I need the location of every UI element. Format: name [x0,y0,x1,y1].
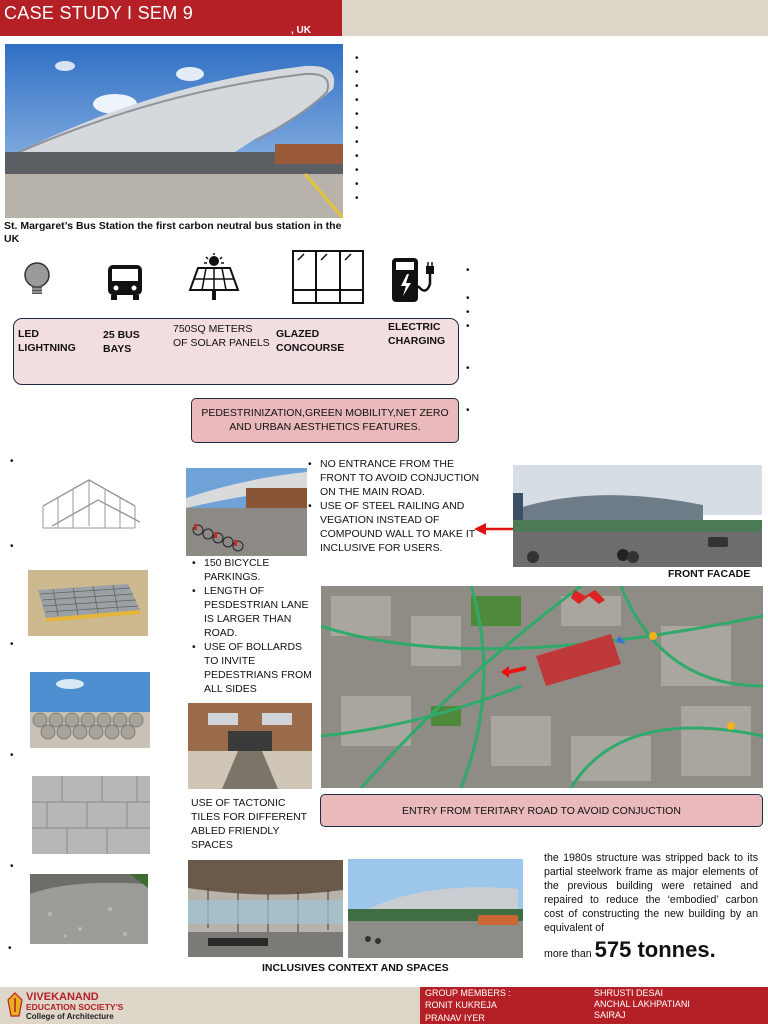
member-name: SAIRAJ [594,1010,626,1020]
glazed-window-icon [292,250,364,304]
exterior-render-photo [348,859,523,958]
logo-college: College of Architecture [26,1012,114,1021]
inclusive-caption: INCLUSIVES CONTEXT AND SPACES [262,962,449,974]
ev-charger-icon [390,256,440,304]
side-bullet: • [466,265,470,276]
feature-charging-line1: ELECTRIC [388,321,441,333]
side-bullet: • [466,363,470,374]
tactile-note: USE OF TACTONIC TILES FOR DIFFERENT ABLED FRIENDLY SPACES [191,797,307,851]
side-bullet: • [466,293,470,304]
bicycle-note-item: • LENGTH OF PESDESTRIAN LANE IS LARGER THAN ROAD. [192,584,314,640]
front-facade-photo [513,465,762,567]
concourse-interior-photo [188,860,343,957]
entry-banner: ENTRY FROM TERITARY ROAD TO AVOID CONJUCTION [320,794,763,827]
hero-side-bullets: • • • • • • • • • • • [355,53,359,204]
feature-led-line2: LIGHTNING [18,342,76,354]
feature-glazed-line2: CONCOURSE [276,342,345,354]
stone-blocks-photo [32,776,150,854]
entrance-note-item: • NO ENTRANCE FROM THE FRONT TO AVOID CONJUCTION ON THE MAIN ROAD. [308,457,490,499]
carbon-amount-line [544,937,716,963]
carbon-suffix: . [709,937,716,962]
hero-caption: St. Margaret’s Bus Station the first carbon neutral bus station in the UK [4,220,342,245]
bulb-icon [20,260,54,300]
side-bullet: • [466,307,470,318]
bus-icon [105,262,145,302]
entrance-notes-list [308,457,490,555]
group-members-label: GROUP MEMBERS : [425,988,511,998]
college-logo-icon [6,992,24,1018]
carbon-amount: 575 tonnes [594,937,710,962]
steel-frame-drawing [38,476,140,534]
feature-glazed-line1: GLAZED [276,328,320,340]
member-name: RONIT KUKREJA [425,1000,497,1010]
side-bullet: • [466,405,470,416]
pedestrian-banner [191,398,459,443]
tactile-tiles-photo [188,703,312,789]
entrance-note-item: • USE OF STEEL RAILING AND VEGATION INSTEAD OF COMPOUND WALL TO MAKE IT INCLUSIVE FOR USERS. [308,499,490,555]
member-name: PRANAV IYER [425,1013,485,1023]
material-bullet: • [10,750,14,761]
member-name: SHRUSTI DESAI [594,988,664,998]
carbon-prefix: more than [544,948,592,960]
bicycle-parking-photo [186,468,307,556]
page-title: CASE STUDY I SEM 9 [4,3,194,23]
carbon-body: the 1980s structure was stripped back to its partial steelwork frame as major elements of the previous building were retained and repaired to reduce the ‘embodied’ carbon cost of constructing the new building by an equivalent of [544,852,758,934]
feature-led-line1: LED [18,328,39,340]
aerial-site-map [321,586,763,788]
pedestrian-banner-line1: PEDESTRINIZATION,GREEN MOBILITY,NET ZERO [201,407,449,419]
gravel-photo [30,874,148,944]
bicycle-note-item: • USE OF BOLLARDS TO INVITE PEDESTRIANS FROM ALL SIDES [192,640,314,696]
logo-sub: EDUCATION SOCIETY'S [26,1002,124,1012]
solar-panel-icon [186,252,242,302]
carbon-text [544,851,758,935]
bus-station-hero-photo [5,44,343,218]
material-bullet: • [10,639,14,650]
material-bullet: • [10,861,14,872]
header-beige-band [342,0,768,36]
logo-name: VIVEKANAND [26,991,99,1003]
material-bullet: • [10,541,14,552]
feature-solar-line2: OF SOLAR PANELS [173,337,270,349]
material-bullet: • [8,943,12,954]
feature-charging-line2: CHARGING [388,335,446,347]
page-subtitle: , UK [291,25,311,36]
material-bullet: • [10,456,14,467]
concrete-pipes-photo [30,672,150,748]
feature-bays-line1: 25 BUS [103,329,140,341]
feature-bays-line2: BAYS [103,343,132,355]
bicycle-note-item: • 150 BICYCLE PARKINGS. [192,556,314,584]
front-facade-label: FRONT FACADE [668,568,751,580]
side-bullet: • [466,321,470,332]
bicycle-notes-list [192,556,314,696]
rebar-foundation-photo [28,570,148,636]
member-name: ANCHAL LAKHPATIANI [594,999,690,1009]
feature-solar-line1: 750SQ METERS [173,323,253,335]
pedestrian-banner-line2: AND URBAN AESTHETICS FEATURES. [229,421,421,433]
